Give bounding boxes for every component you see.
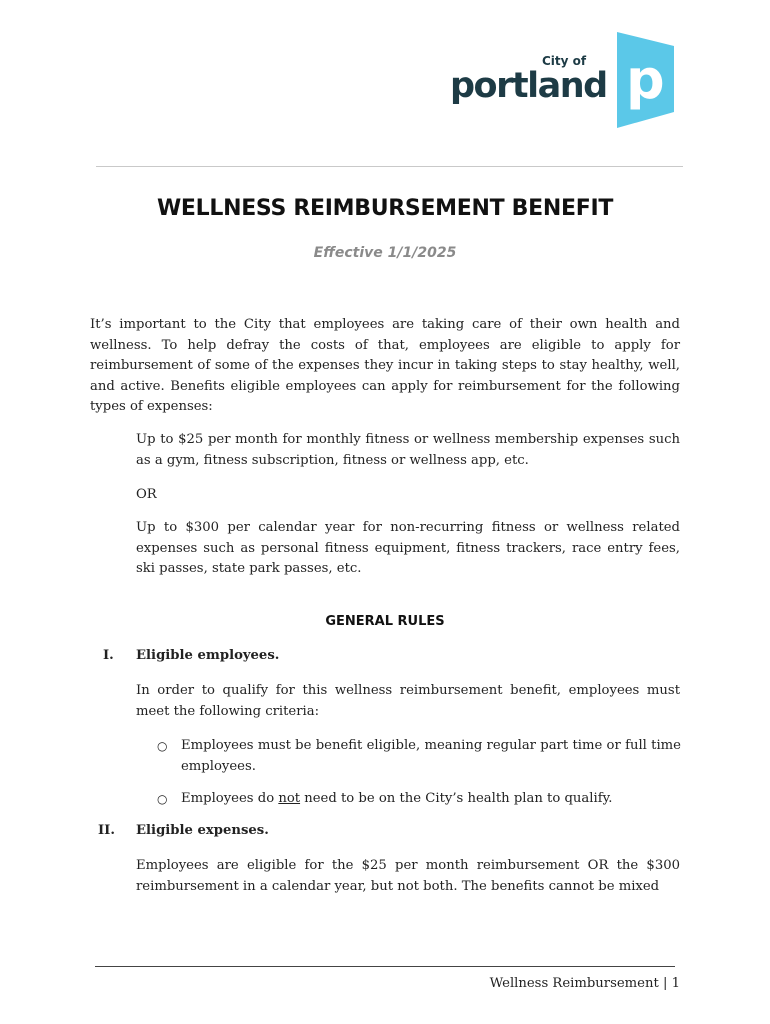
bullet-text: Employees must be benefit eligible, meaning regular part time or full time employees. (181, 738, 681, 774)
bullet-text-post: need to be on the City’s health plan to qualify. (300, 791, 613, 806)
portland-p-flag-icon (614, 32, 676, 128)
logo-wordmark: portland (450, 66, 607, 106)
bullet-circle-icon: ○ (157, 739, 168, 753)
section-2-title: Eligible expenses. (136, 823, 269, 838)
effective-date: Effective 1/1/2025 (313, 245, 457, 261)
underlined-not: not (278, 791, 301, 806)
bullet-text (181, 789, 681, 810)
section-1-title: Eligible employees. (136, 648, 280, 663)
city-of-portland-logo (450, 32, 678, 128)
bullet-text-pre: Employees do (181, 791, 279, 806)
intro-paragraph: It’s important to the City that employees are taking care of their own health and wellness. To help defray the costs of that, employees are eligible to apply for reimbursement of some of the expenses they incur in taking steps to stay healthy, well, and active. Benefits eligible employees can apply for reimbursement for the following types of expenses: (90, 317, 680, 414)
footer-divider (95, 966, 675, 967)
section-2-body: Employees are eligible for the $25 per month reimbursement OR the $300 reimbursement in a calendar year, but not both. The benefits cannot be mixed (136, 858, 680, 894)
page-footer: Wellness Reimbursement | 1 (489, 976, 680, 991)
annual-option: Up to $300 per calendar year for non-recurring fitness or wellness related expenses such as personal fitness equipment, fitness trackers, race entry fees, ski passes, state park passes, etc. (136, 520, 680, 576)
monthly-option: Up to $25 per month for monthly fitness or wellness membership expenses such as a gym, fitness subscription, fitness or wellness app, etc. (136, 432, 680, 468)
document-title: WELLNESS REIMBURSEMENT BENEFIT (156, 196, 614, 221)
section-1-numeral: I. (103, 648, 114, 663)
section-2-numeral: II. (98, 823, 115, 838)
header-divider (96, 166, 683, 167)
svg-text:p: p (626, 48, 665, 111)
bullet-circle-icon: ○ (157, 792, 168, 806)
section-1-body: In order to qualify for this wellness reimbursement benefit, employees must meet the following criteria: (136, 683, 680, 719)
general-rules-heading: GENERAL RULES (325, 614, 445, 629)
logo-city-of-text: City of (542, 54, 587, 68)
or-separator: OR (136, 487, 157, 502)
